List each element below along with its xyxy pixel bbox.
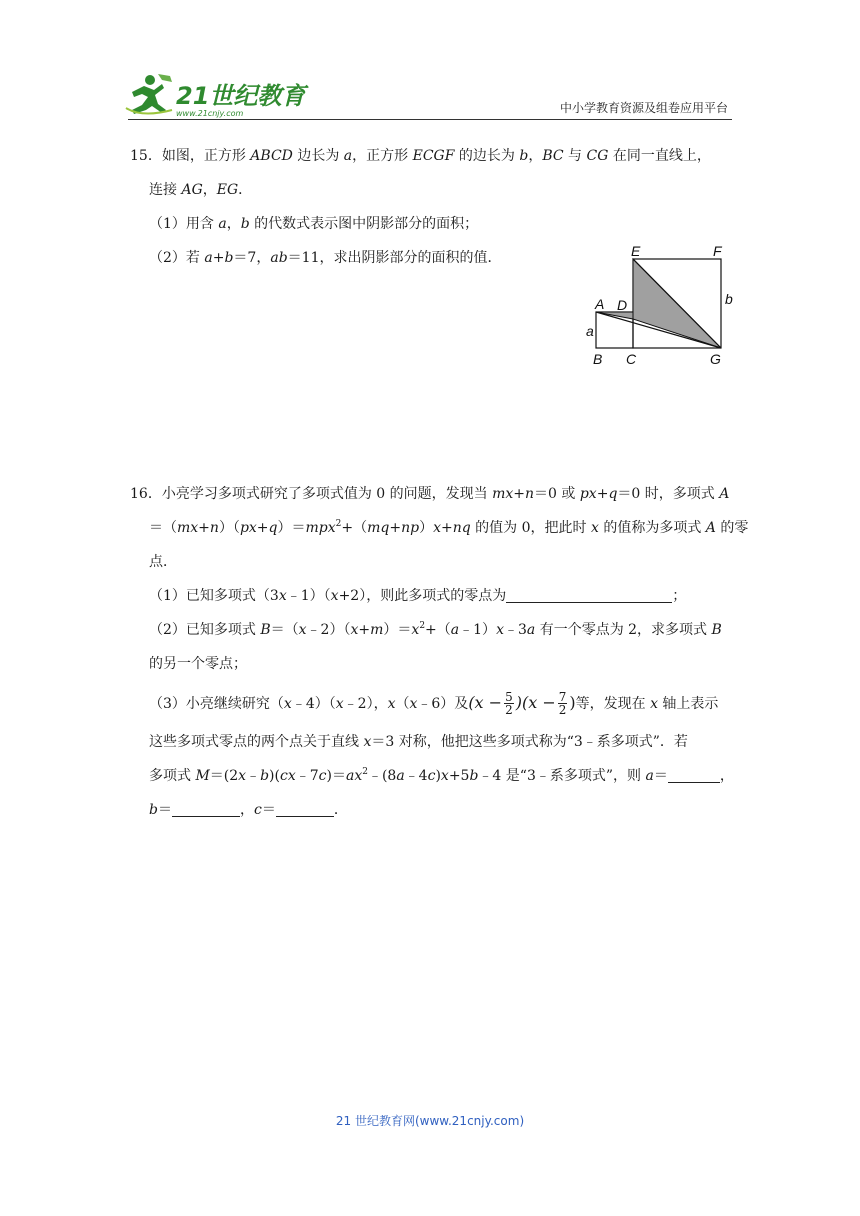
- q16-line-2: ＝（mx+n）（px+q）＝mpx$^2$+（mq+np）x+nq 的值为 0，把此时 x 的值称为多项式 A 的零: [149, 519, 749, 536]
- q16-line-1: 16．小亮学习多项式研究了多项式值为 0 的问题，发现当 mx+n＝0 或 px+q＝0 时，多项式 A: [130, 486, 730, 502]
- header-platform-text: 中小学教育资源及组卷应用平台: [559, 101, 728, 115]
- q16-part-1: （1）已知多项式（3x﹣1）（x+2），则此多项式的零点为 ；: [149, 588, 687, 604]
- label-a: a: [586, 323, 594, 339]
- q16-part-2: （2）已知多项式 $B=(x﹣2)(x+m)=x^2+(a﹣1)x﹣3a$ 有一个零点为 2，求多项式 B: [149, 621, 722, 638]
- q15-part-1: （1）用含 a，b 的代数式表示图中阴影部分的面积；: [149, 216, 479, 232]
- answer-blank-b[interactable]: [172, 801, 240, 817]
- q15-figure: [584, 242, 744, 368]
- site-logo: [122, 70, 306, 120]
- label-E: E: [631, 243, 641, 259]
- q16-part-2-cont: 的另一个零点；: [149, 656, 247, 672]
- q15-line-1: 15．如图，正方形 ABCD 边长为 a，正方形 ECGF 的边长为 b，BC 与 CG 在同一直线上，: [130, 148, 711, 164]
- answer-blank-1[interactable]: [506, 587, 672, 603]
- q15-line-2: 连接 AG，EG．: [149, 182, 253, 198]
- q16-number: 16．: [130, 486, 162, 502]
- label-D: D: [617, 297, 628, 313]
- logo-url-text: www.21cnjy.com: [176, 109, 244, 118]
- label-F: F: [713, 243, 722, 259]
- label-B: B: [593, 351, 603, 367]
- footer-site-link[interactable]: 21 世纪教育网(www.21cnjy.com): [335, 1114, 525, 1128]
- runner-logo-icon: [126, 74, 172, 114]
- q16-part-3-line-4: b＝ ，c＝ ．: [149, 802, 348, 818]
- label-A: A: [595, 296, 605, 312]
- logo-main-text: 21世纪教育: [176, 82, 306, 110]
- label-C: C: [626, 351, 637, 367]
- q15-part-2: （2）若 a+b＝7，ab＝11，求出阴影部分的面积的值．: [149, 250, 502, 266]
- label-G: G: [710, 351, 721, 367]
- q15-number: 15．: [130, 148, 162, 164]
- q16-part-3-line-2: 这些多项式零点的两个点关于直线 x＝3 对称，他把这些多项式称为“3﹣系多项式”．若: [149, 734, 688, 750]
- fraction-expression: (x − $\frac{5}{2}$ )(x − $\frac{7}{2}$ ): [468, 690, 576, 717]
- q16-part-3-line-3: 多项式 $M=(2x﹣b)(cx﹣7c)=ax^2﹣(8a﹣4c)x+5b﹣4$ 是“3﹣系多项式”，则 a＝ ，: [149, 767, 734, 784]
- answer-blank-c[interactable]: [276, 801, 334, 817]
- q16-part-3: （3）小亮继续研究（x﹣4）（x﹣2），x（x﹣6）及(x − $\frac{5}{2}$ )(x − $\frac{7}{2}$ )等，发现在 x 轴上表示: [149, 690, 719, 717]
- q16-line-3: 点．: [149, 554, 177, 570]
- header-divider: [128, 119, 732, 120]
- answer-blank-a[interactable]: [668, 767, 720, 783]
- label-b: b: [725, 291, 733, 307]
